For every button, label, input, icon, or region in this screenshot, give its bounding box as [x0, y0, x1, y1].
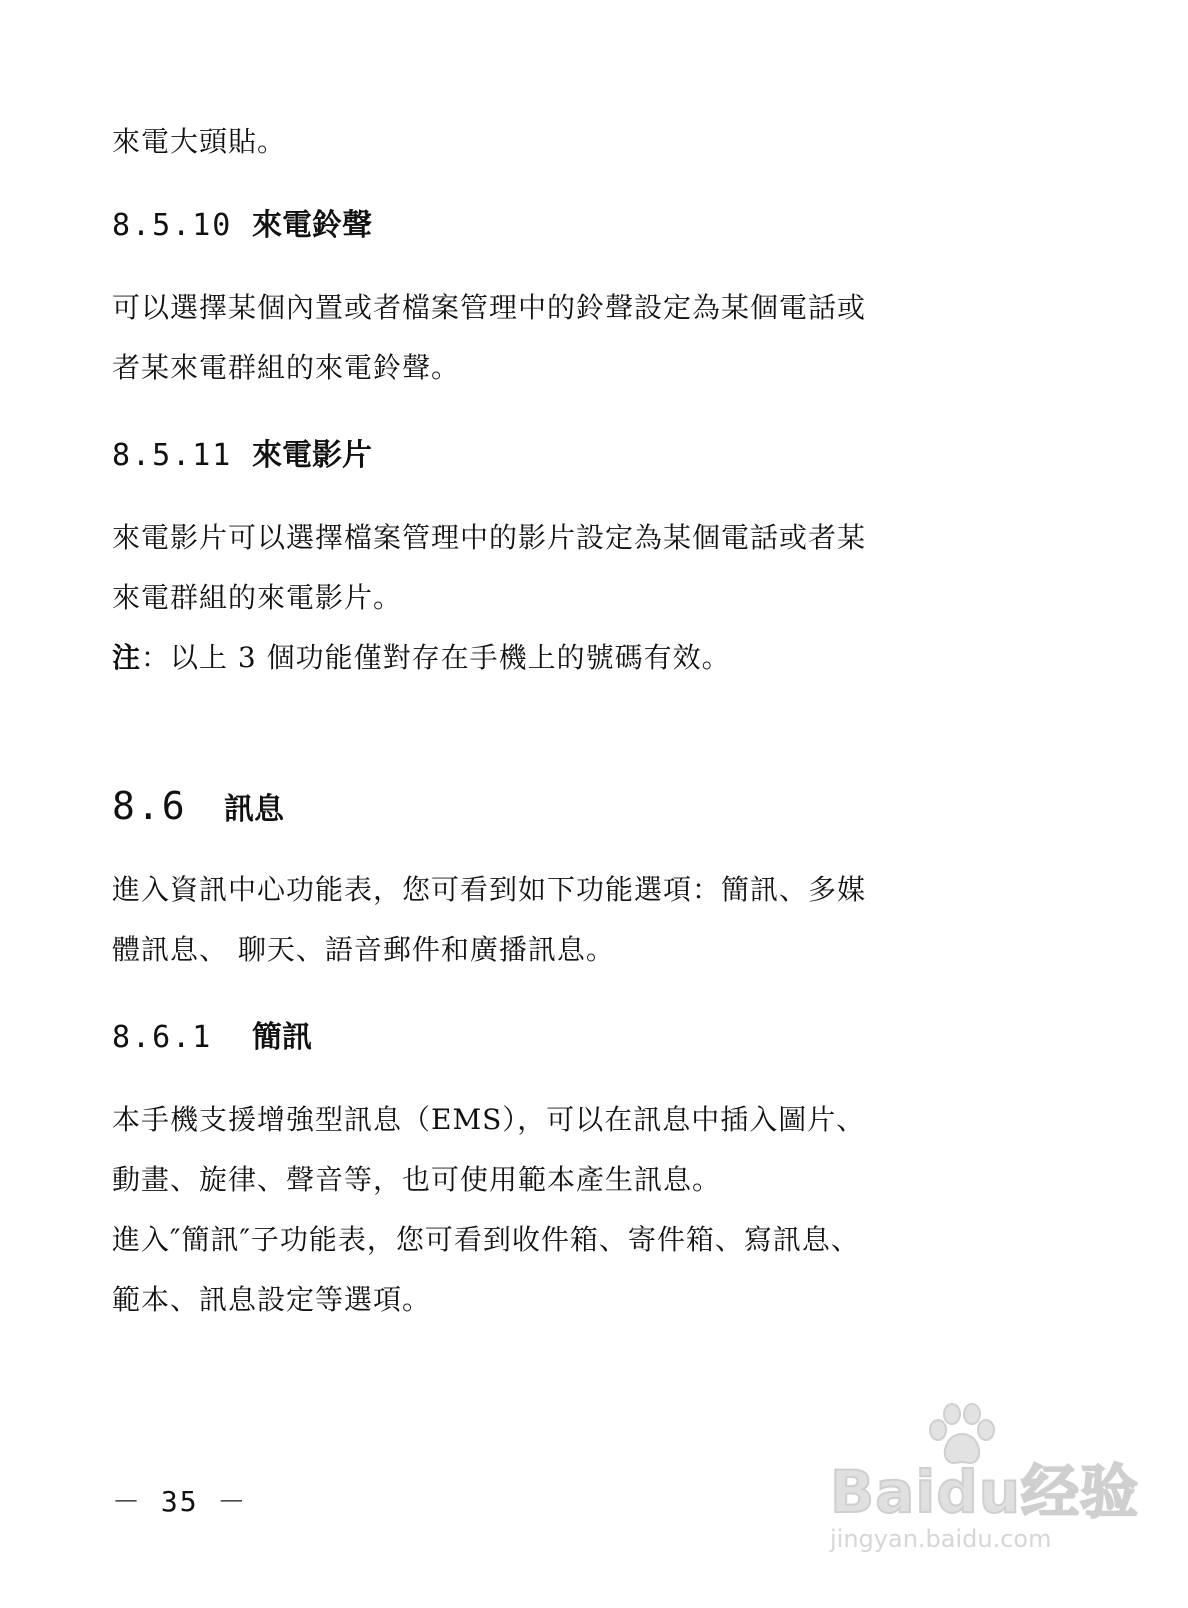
note-line: [112, 628, 942, 688]
paragraph-intro: [112, 112, 942, 172]
paragraph-8-5-11: [112, 508, 942, 688]
paragraph-line: 可以選擇某個內置或者檔案管理中的鈴聲設定為某個電話或: [112, 291, 867, 324]
watermark-url: jingyan.baidu.com: [830, 1525, 1052, 1553]
paragraph-8-5-10: [112, 278, 942, 398]
watermark-logo: Baidu经验: [830, 1458, 1140, 1526]
paragraph-8-6-1: [112, 1090, 942, 1330]
paragraph-line: 來電群組的來電影片。: [112, 581, 403, 614]
heading-8-5-10: [112, 206, 942, 246]
page-number: － 35 －: [112, 1485, 248, 1518]
section-number: 8.6: [112, 784, 187, 828]
heading-8-5-11: [112, 436, 942, 476]
section-title: 來電影片: [252, 438, 372, 473]
paragraph-line: 者某來電群組的來電鈴聲。: [112, 351, 461, 384]
note-label: 注: [112, 641, 142, 674]
paragraph-line: 本手機支援增強型訊息（EMS），可以在訊息中插入圖片、: [112, 1103, 866, 1136]
paragraph-line: 進入″簡訊″子功能表，您可看到收件箱、寄件箱、寫訊息、: [112, 1223, 860, 1256]
section-number: 8.6.1: [112, 1020, 213, 1055]
note-text: ：以上 3 個功能僅對存在手機上的號碼有效。: [141, 641, 731, 674]
paragraph-line: 體訊息、 聊天、語音郵件和廣播訊息。: [112, 933, 615, 966]
section-title: 來電鈴聲: [252, 208, 372, 243]
section-title: 簡訊: [252, 1020, 312, 1055]
paragraph-line: 範本、訊息設定等選項。: [112, 1283, 432, 1316]
section-title: 訊息: [224, 792, 284, 827]
paragraph-line: 動畫、旋律、聲音等，也可使用範本產生訊息。: [112, 1163, 722, 1196]
paragraph-line: 來電大頭貼。: [112, 125, 287, 158]
heading-8-6: [112, 786, 942, 830]
baidu-watermark: [830, 1400, 1140, 1570]
paragraph-line: 來電影片可以選擇檔案管理中的影片設定為某個電話或者某: [112, 521, 867, 554]
heading-8-6-1: [112, 1018, 942, 1058]
section-number: 8.5.10: [112, 208, 233, 243]
section-number: 8.5.11: [112, 438, 233, 473]
paragraph-8-6: [112, 860, 942, 980]
paragraph-line: 進入資訊中心功能表，您可看到如下功能選項：簡訊、多媒: [112, 873, 867, 906]
